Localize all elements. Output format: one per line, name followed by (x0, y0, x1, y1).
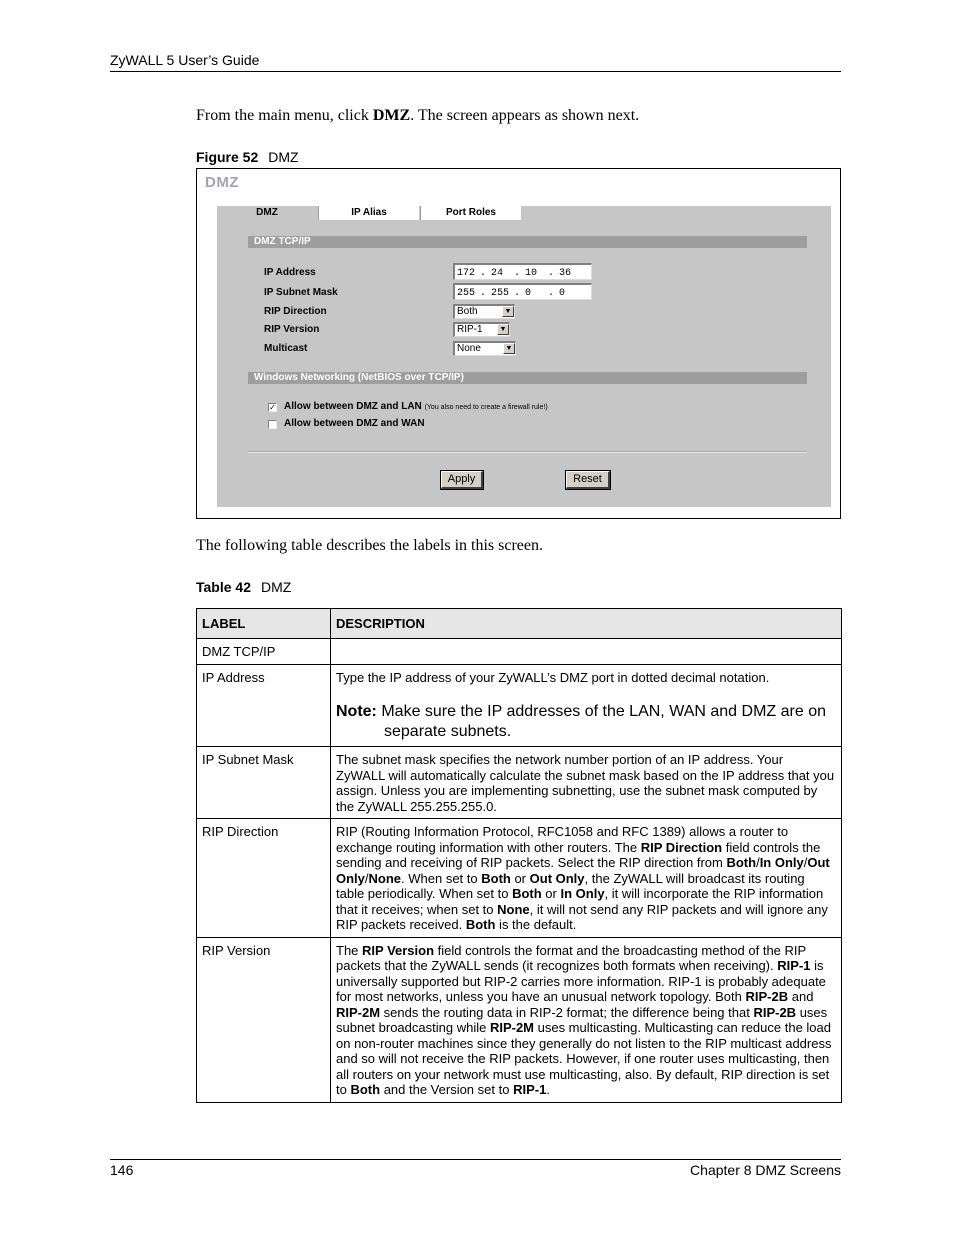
header-rule (110, 71, 841, 72)
table-row (197, 819, 842, 938)
tab-dmz[interactable]: DMZ (217, 206, 317, 220)
section-windows-networking: Windows Networking (NetBIOS over TCP/IP) (248, 372, 807, 384)
intro-paragraph: From the main menu, click DMZ. The screen appears as shown next. (196, 107, 640, 124)
table-intro: The following table describes the labels in this screen. (196, 537, 544, 554)
chevron-down-icon: ▼ (497, 324, 509, 335)
chevron-down-icon: ▼ (503, 343, 515, 354)
row-description (331, 639, 842, 665)
table-row (197, 664, 842, 747)
allow-dmz-lan-checkbox[interactable]: ✓ (269, 403, 276, 412)
allow-dmz-wan-label: Allow between DMZ and WAN (284, 418, 425, 429)
row-description: Type the IP address of your ZyWALL’s DMZ port in dotted decimal notation. Note: Make sure the IP addresses of the LAN, WAN and DMZ are on separate subnets. (331, 664, 842, 747)
rip-direction-select[interactable]: Both ▼ (453, 304, 515, 319)
page-number: 146 (110, 1162, 134, 1178)
subnet-mask-input[interactable]: 255 . 255 . 0 . 0 (453, 283, 592, 300)
row-label: IP Subnet Mask (197, 747, 331, 819)
footer-rule (110, 1159, 841, 1160)
row-description: The RIP Version field controls the format and the broadcasting method of the RIP packets that the ZyWALL sends (it recognizes both formats when receiving). RIP-1 is universally supported but RIP-2 carries more information. RIP-1 is probably adequate for most networks, unless you have an unusual network topology. Both RIP-2B and RIP-2M sends the routing data in RIP-2 format; the difference being that RIP-2B uses subnet broadcasting while RIP-2M uses multicasting. Multicasting can reduce the load on non-router machines since they generally do not listen to the RIP multicast address and so will not receive the RIP packets. However, if one router uses multicasting, then all routers on your network must use multicasting, also. By default, RIP direction is set to Both and the Version set to RIP-1. (331, 937, 842, 1102)
table-row (197, 639, 842, 665)
apply-button[interactable]: Apply (441, 471, 483, 489)
row-label: IP Address (197, 664, 331, 747)
settings-panel (217, 220, 831, 507)
divider (248, 451, 807, 453)
row-label: RIP Direction (197, 819, 331, 938)
row-description: RIP (Routing Information Protocol, RFC1058 and RFC 1389) allows a router to exchange routing information with other routers. The RIP Direction field controls the sending and receiving of RIP packets. Select the RIP direction from Both/In Only/Out Only/None. When set to Both or Out Only, the ZyWALL will broadcast its routing table periodically. When set to Both or In Only, it will incorporate the RIP information that it receives; when set to None, it will not send any RIP packets and will ignore any RIP packets received. Both is the default. (331, 819, 842, 938)
chevron-down-icon: ▼ (502, 306, 514, 317)
rip-version-select[interactable]: RIP-1 ▼ (453, 322, 510, 337)
reset-button[interactable]: Reset (566, 471, 610, 489)
table-row (197, 937, 842, 1102)
running-header: ZyWALL 5 User’s Guide (110, 52, 260, 68)
column-header-label: LABEL (197, 609, 331, 639)
rip-direction-label: RIP Direction (264, 306, 327, 317)
tab-bar (217, 206, 831, 220)
column-header-description: DESCRIPTION (331, 609, 842, 639)
table-caption: Table 42 DMZ (196, 579, 292, 595)
ip-address-input[interactable]: 172 . 24 . 10 . 36 (453, 263, 592, 280)
ip-address-label: IP Address (264, 267, 316, 278)
label-description-table (196, 608, 842, 1103)
subnet-mask-label: IP Subnet Mask (264, 287, 338, 298)
note: Note: Make sure the IP addresses of the LAN, WAN and DMZ are on separate subnets. (336, 703, 826, 740)
table-row (197, 747, 842, 819)
chapter-title: Chapter 8 DMZ Screens (690, 1162, 841, 1178)
screen-logo: DMZ (205, 174, 239, 191)
tab-ip-alias[interactable]: IP Alias (318, 206, 419, 220)
row-label: DMZ TCP/IP (197, 639, 331, 665)
allow-dmz-wan-checkbox[interactable] (268, 420, 277, 429)
tab-port-roles[interactable]: Port Roles (420, 206, 521, 220)
section-dmz-tcpip: DMZ TCP/IP (248, 236, 807, 248)
figure-screenshot (196, 168, 841, 519)
row-label: RIP Version (197, 937, 331, 1102)
allow-dmz-lan-label: Allow between DMZ and LAN (You also need to create a firewall rule!) (284, 401, 548, 412)
multicast-label: Multicast (264, 343, 308, 354)
multicast-select[interactable]: None ▼ (453, 341, 516, 356)
row-description: The subnet mask specifies the network number portion of an IP address. Your ZyWALL will automatically calculate the subnet mask based on the IP address that you assign. Unless you are implementing subnetting, use the subnet mask computed by the ZyWALL 255.255.255.0. (331, 747, 842, 819)
rip-version-label: RIP Version (264, 324, 320, 335)
table-header-row (197, 609, 842, 639)
figure-caption: Figure 52 DMZ (196, 149, 299, 165)
